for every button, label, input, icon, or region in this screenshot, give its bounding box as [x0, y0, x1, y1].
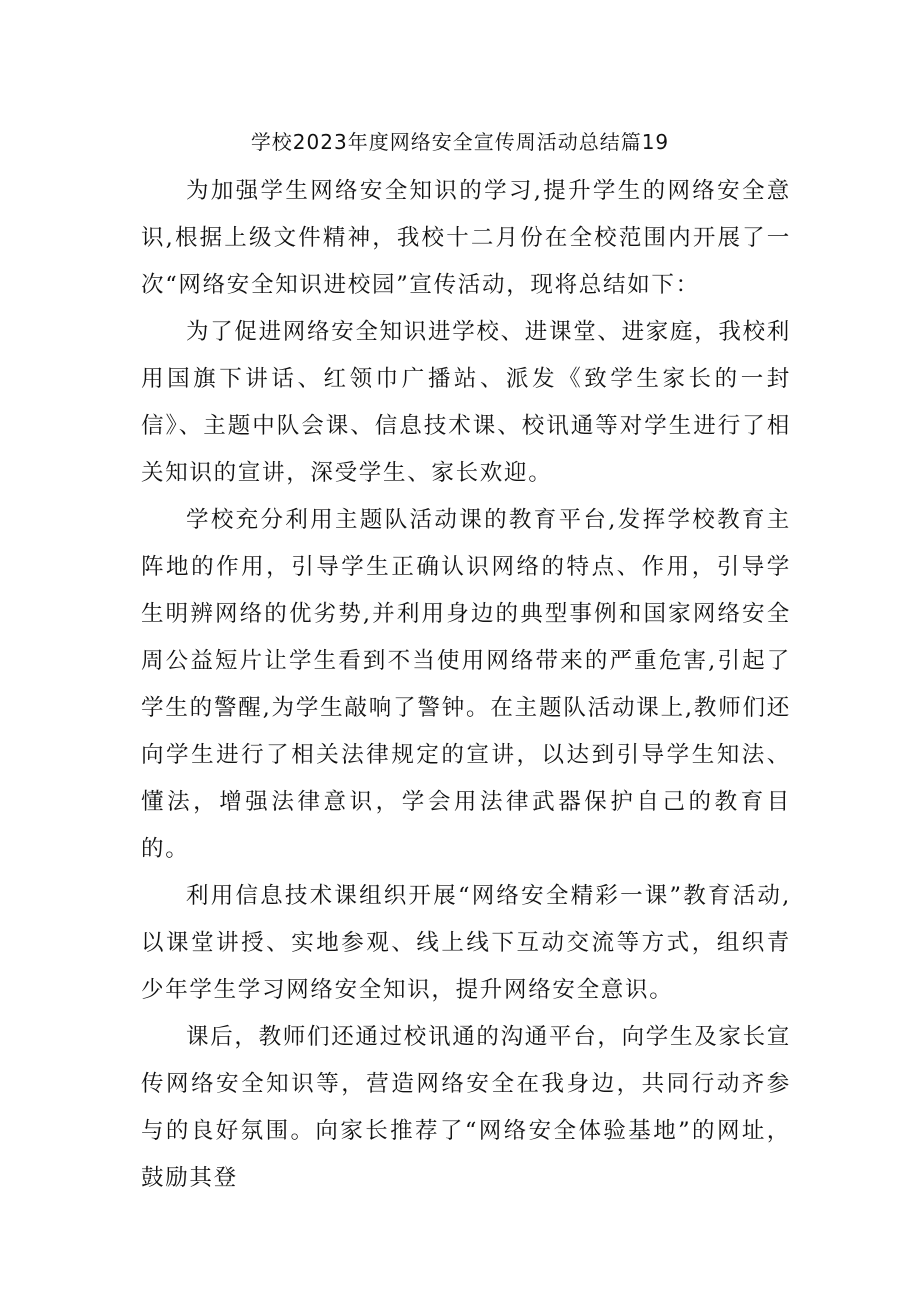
document-title: 学校2023年度网络安全宣传周活动总结篇19: [250, 130, 670, 154]
paragraph-promotion-channels: 为了促进网络安全知识进学校、进课堂、进家庭，我校利用国旗下讲话、红领巾广播站、派发《致学生家长的一封信》、主题中队会课、信息技术课、校讯通等对学生进行了相关知识的宣讲，深受学生、家长欢迎。: [141, 319, 792, 486]
document-body: [141, 168, 791, 1202]
paragraph-it-class: 利用信息技术课组织开展“网络安全精彩一课”教育活动,以课堂讲授、实地参观、线上线下互动交流等方式，组织青少年学生学习网络安全知识，提升网络安全意识。: [141, 883, 791, 1003]
paragraph-after-class: 课后，教师们还通过校讯通的沟通平台，向学生及家长宣传网络安全知识等，营造网络安全在我身边，共同行动齐参与的良好氛围。向家长推荐了“网络安全体验基地”的网址，鼓励其登: [141, 1024, 792, 1191]
paragraph-intro: 为加强学生网络安全知识的学习,提升学生的网络安全意识,根据上级文件精神，我校十二月份在全校范围内开展了一次“网络安全知识进校园”宣传活动，现将总结如下：: [141, 178, 791, 298]
paragraph-theme-activities: 学校充分利用主题队活动课的教育平台,发挥学校教育主阵地的作用，引导学生正确认识网络的特点、作用，引导学生明辨网络的优劣势,并利用身边的典型事例和国家网络安全周公益短片让学生看到不当使用网络带来的严重危害,引起了学生的警醒,为学生敲响了警钟。在主题队活动课上,教师们还向学生进行了相关法律规定的宣讲，以达到引导学生知法、懂法，增强法律意识，学会用法律武器保护自己的教育目的。: [141, 507, 791, 862]
